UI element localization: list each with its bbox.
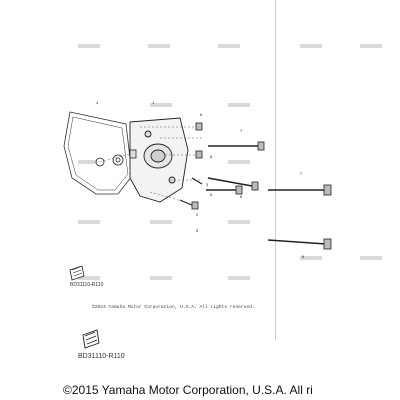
callout-number: 6 (200, 112, 203, 117)
callout-number: 6 (302, 254, 305, 259)
bolt (196, 123, 202, 130)
callout-number: 5 (196, 228, 199, 233)
diagram-code-inner: BD31110-R110 (70, 282, 104, 288)
bolt (196, 151, 202, 158)
callout-number: 5 (210, 192, 213, 197)
bolts (180, 123, 331, 249)
catalog-icon (83, 330, 99, 348)
callout-number: 8 (210, 154, 213, 159)
bolt-right-long (268, 239, 331, 249)
callout-number: 3 (206, 182, 209, 187)
diagram-code-outer: BD31110-R110 (78, 353, 125, 360)
crankcase-cover (130, 118, 188, 202)
copyright-inner: ©2024 Yamaha Motor Corporation, U.S.A. All rights reserved. (92, 305, 255, 310)
gasket (64, 112, 132, 194)
callout-number: 6 (240, 194, 243, 199)
callout-number: 7 (300, 171, 303, 176)
bolt (180, 200, 198, 209)
callout-number: 1 (152, 100, 155, 105)
bolt (208, 178, 258, 190)
copyright-outer: ©2015 Yamaha Motor Corporation, U.S.A. All ri (63, 383, 313, 397)
bolt (208, 142, 264, 150)
callout-number: 4 (96, 100, 99, 105)
bolt (192, 178, 202, 184)
watermark-stamps (78, 44, 382, 280)
callout-number: 2 (196, 212, 199, 217)
callout-number: 7 (240, 128, 243, 133)
bolt-right-long (268, 185, 331, 195)
